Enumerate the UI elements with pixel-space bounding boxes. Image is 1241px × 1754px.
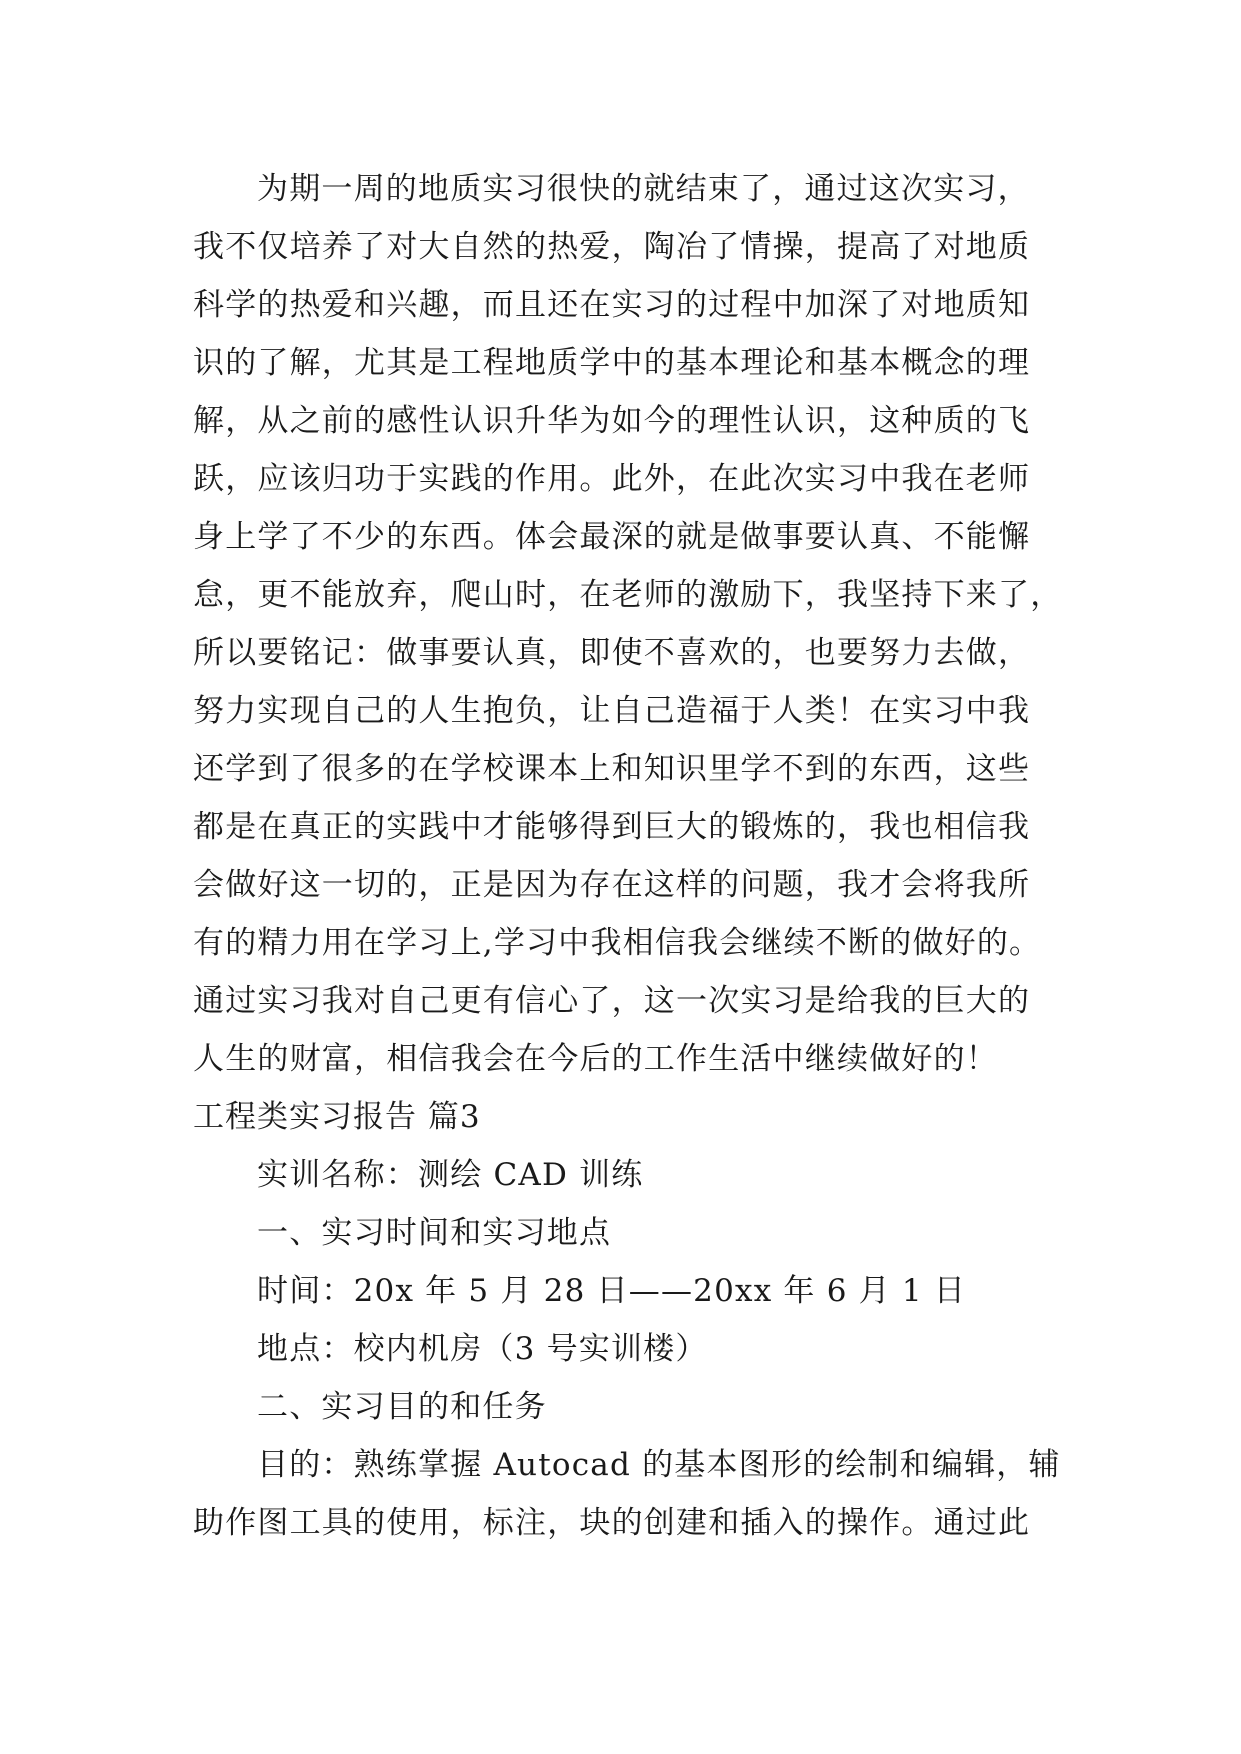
paragraph-line: 人生的财富，相信我会在今后的工作生活中继续做好的！ — [193, 1041, 998, 1077]
paragraph-line: 都是在真正的实践中才能够得到巨大的锻炼的，我也相信我 — [193, 809, 1031, 845]
paragraph-line: 科学的热爱和兴趣，而且还在实习的过程中加深了对地质知 — [193, 287, 1031, 323]
paragraph-line: 身上学了不少的东西。体会最深的就是做事要认真、不能懈 — [193, 519, 1031, 555]
paragraph-line: 通过实习我对自己更有信心了，这一次实习是给我的巨大的 — [193, 983, 1031, 1019]
paragraph-line: 努力实现自己的人生抱负，让自己造福于人类！在实习中我 — [193, 693, 1031, 729]
paragraph-line: 我不仅培养了对大自然的热爱，陶冶了情操，提高了对地质 — [193, 229, 1031, 265]
place-line: 地点：校内机房（3 号实训楼） — [257, 1331, 708, 1367]
section-title-time-place: 一、实习时间和实习地点 — [257, 1215, 612, 1251]
paragraph-line: 目的：熟练掌握 Autocad 的基本图形的绘制和编辑，辅 — [257, 1447, 1061, 1483]
paragraph-line: 有的精力用在学习上,学习中我相信我会继续不断的做好的。 — [193, 925, 1042, 961]
paragraph-line: 解，从之前的感性认识升华为如今的理性认识，这种质的飞 — [193, 403, 1031, 439]
training-name: 实训名称：测绘 CAD 训练 — [257, 1157, 644, 1193]
paragraph-line: 助作图工具的使用，标注，块的创建和插入的操作。通过此 — [193, 1505, 1031, 1541]
time-line: 时间：20x 年 5 月 28 日——20xx 年 6 月 1 日 — [257, 1273, 967, 1309]
section-title-purpose: 二、实习目的和任务 — [257, 1389, 547, 1425]
paragraph-line: 所以要铭记：做事要认真，即使不喜欢的，也要努力去做， — [193, 635, 1031, 671]
paragraph-line: 识的了解，尤其是工程地质学中的基本理论和基本概念的理 — [193, 345, 1031, 381]
paragraph-line: 跃，应该归功于实践的作用。此外，在此次实习中我在老师 — [193, 461, 1031, 497]
paragraph-line: 怠，更不能放弃，爬山时，在老师的激励下，我坚持下来了， — [193, 577, 1063, 613]
section-heading: 工程类实习报告 篇3 — [193, 1099, 481, 1135]
reflection-paragraph — [193, 160, 1063, 1088]
purpose-paragraph — [193, 1436, 1061, 1552]
paragraph-line: 会做好这一切的，正是因为存在这样的问题，我才会将我所 — [193, 867, 1031, 903]
document-page — [193, 160, 1063, 1552]
paragraph-line: 还学到了很多的在学校课本上和知识里学不到的东西，这些 — [193, 751, 1031, 787]
paragraph-line: 为期一周的地质实习很快的就结束了，通过这次实习， — [257, 171, 1030, 207]
